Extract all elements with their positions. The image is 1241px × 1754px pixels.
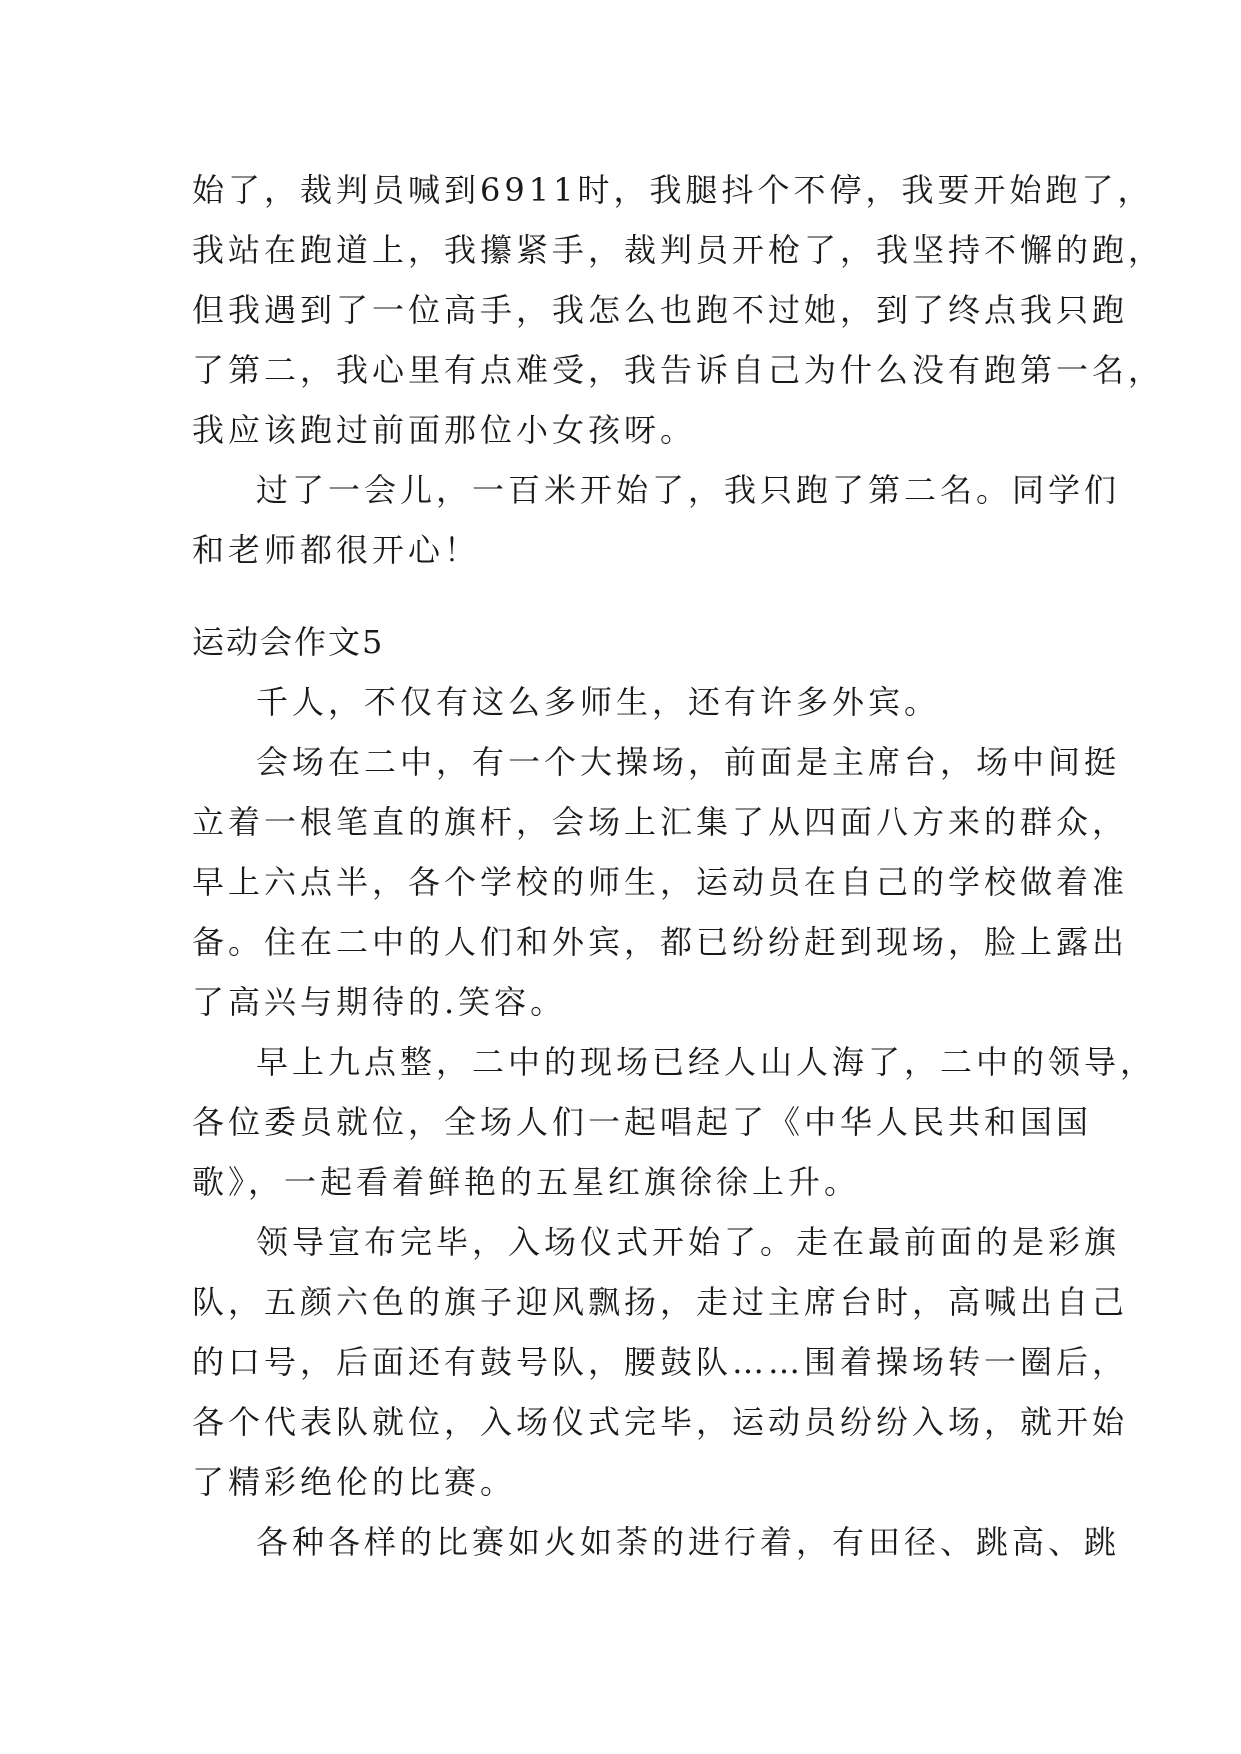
text-line: 立着一根笔直的旗杆，会场上汇集了从四面八方来的群众， [192, 803, 1129, 841]
text-line: 始了，裁判员喊到6911时，我腿抖个不停，我要开始跑了， [192, 171, 1154, 209]
text-line: 和老师都很开心！ [192, 531, 481, 569]
text-line: 歌》，一起看着鲜艳的五星红旗徐徐上升。 [192, 1163, 861, 1201]
text-line: 我应该跑过前面那位小女孩呀。 [192, 411, 697, 449]
text-line: 队，五颜六色的旗子迎风飘扬，走过主席台时，高喊出自己 [192, 1283, 1129, 1321]
text-line: 各种各样的比赛如火如荼的进行着，有田径、跳高、跳 [256, 1523, 1121, 1561]
article5-text [192, 672, 1157, 1572]
text-line: 早上六点半，各个学校的师生，运动员在自己的学校做着准 [192, 863, 1129, 901]
text-line: 的口号，后面还有鼓号队，腰鼓队……围着操场转一圈后， [192, 1343, 1129, 1381]
text-line: 了精彩绝伦的比赛。 [192, 1463, 517, 1501]
text-line: 各位委员就位，全场人们一起唱起了《中华人民共和国国 [192, 1103, 1093, 1141]
text-line: 各个代表队就位，入场仪式完毕，运动员纷纷入场，就开始 [192, 1403, 1129, 1441]
text-line: 备。住在二中的人们和外宾，都已纷纷赶到现场，脸上露出 [192, 923, 1129, 961]
text-line: 了高兴与期待的.笑容。 [192, 983, 567, 1021]
text-line: 早上九点整，二中的现场已经人山人海了，二中的领导， [256, 1043, 1157, 1081]
text-line: 我站在跑道上，我攥紧手，裁判员开枪了，我坚持不懈的跑， [192, 231, 1165, 269]
text-line: 千人，不仅有这么多师生，还有许多外宾。 [256, 683, 941, 721]
text-line: 会场在二中，有一个大操场，前面是主席台，场中间挺 [256, 743, 1121, 781]
text-line: 领导宣布完毕，入场仪式开始了。走在最前面的是彩旗 [256, 1223, 1121, 1261]
text-line: 但我遇到了一位高手，我怎么也跑不过她，到了终点我只跑 [192, 291, 1129, 329]
text-line: 过了一会儿，一百米开始了，我只跑了第二名。同学们 [256, 471, 1121, 509]
article5-title: 运动会作文5 [192, 623, 385, 661]
article4-text [192, 160, 1165, 580]
text-line: 了第二，我心里有点难受，我告诉自己为什么没有跑第一名， [192, 351, 1165, 389]
